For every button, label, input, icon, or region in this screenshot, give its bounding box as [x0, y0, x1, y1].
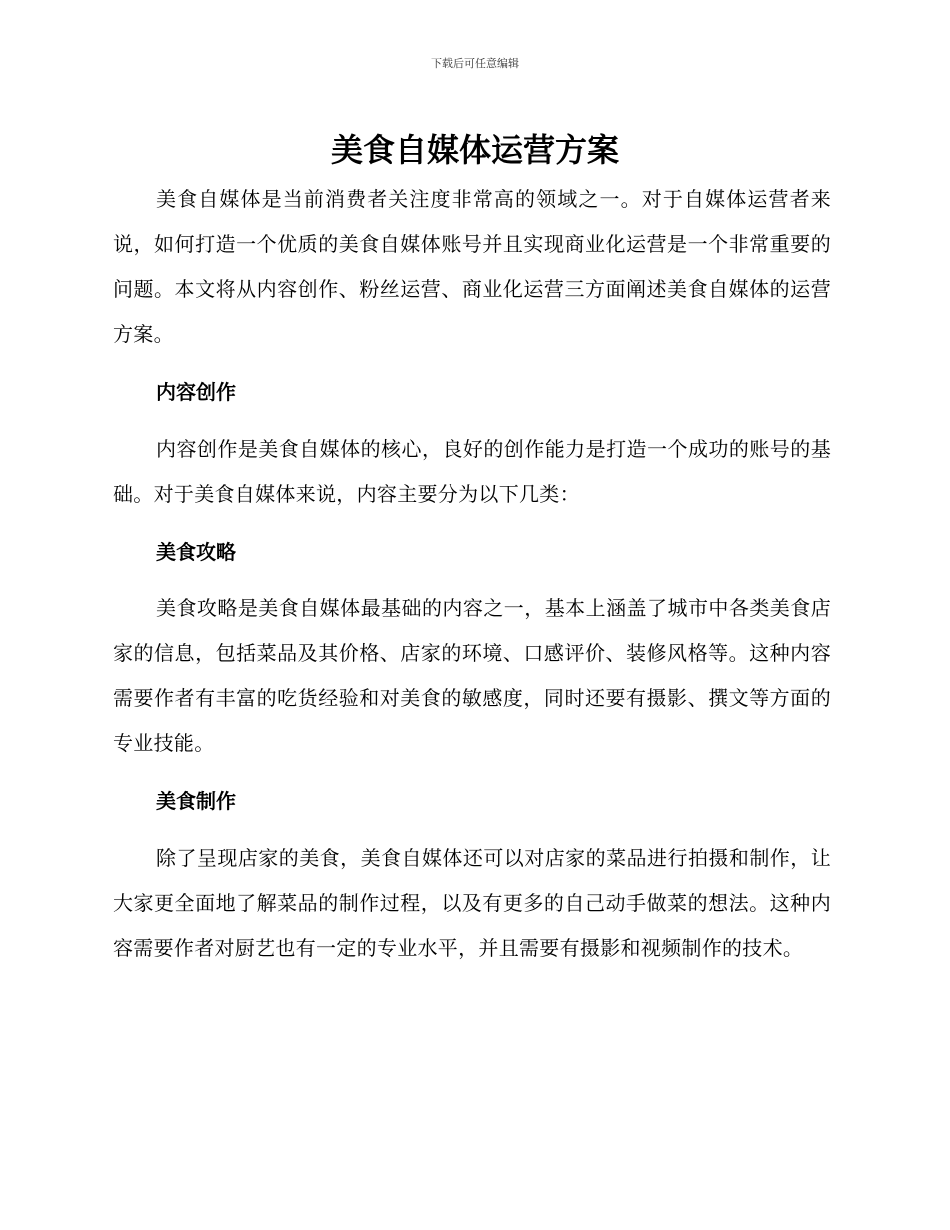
- section-heading-content-creation: 内容创作: [156, 380, 236, 404]
- section-heading-food-guide: 美食攻略: [156, 540, 236, 564]
- intro-paragraph: 美食自媒体是当前消费者关注度非常高的领域之一。对于自媒体运营者来说，如何打造一个优质的美食自媒体账号并且实现商业化运营是一个非常重要的问题。本文将从内容创作、粉丝运营、商业化运营三方面阐述美食自媒体的运营方案。: [113, 187, 831, 346]
- section-paragraph-food-making: 除了呈现店家的美食，美食自媒体还可以对店家的菜品进行拍摄和制作，让大家更全面地了解菜品的制作过程，以及有更多的自己动手做菜的想法。这种内容需要作者对厨艺也有一定的专业水平，并且需要有摄影和视频制作的技术。: [113, 846, 831, 960]
- section-heading-food-making: 美食制作: [156, 789, 236, 813]
- document-title: 美食自媒体运营方案: [330, 131, 619, 169]
- section-paragraph-food-guide: 美食攻略是美食自媒体最基础的内容之一，基本上涵盖了城市中各类美食店家的信息，包括菜品及其价格、店家的环境、口感评价、装修风格等。这种内容需要作者有丰富的吃货经验和对美食的敏感度，同时还要有摄影、撰文等方面的专业技能。: [113, 596, 831, 755]
- section-paragraph-content-creation: 内容创作是美食自媒体的核心，良好的创作能力是打造一个成功的账号的基础。对于美食自媒体来说，内容主要分为以下几类：: [113, 437, 831, 506]
- header-note: 下载后可任意编辑: [431, 57, 519, 70]
